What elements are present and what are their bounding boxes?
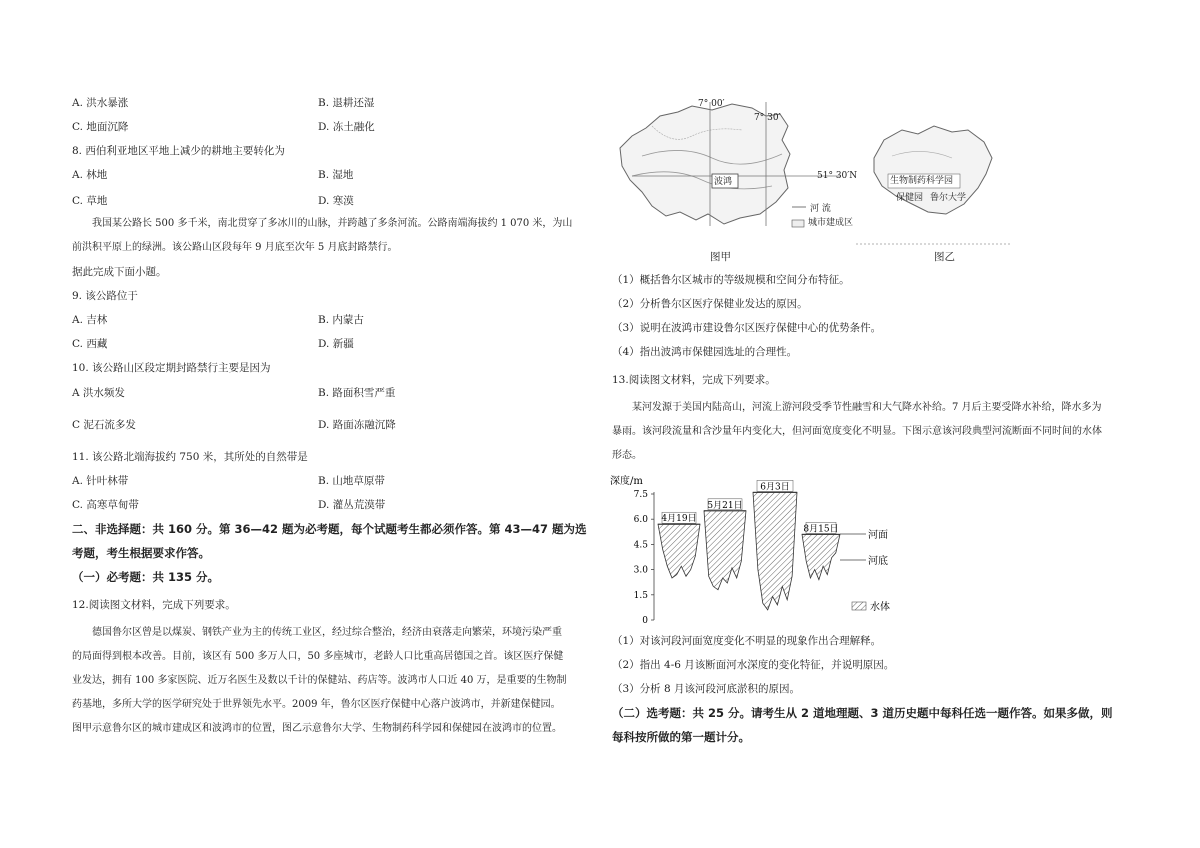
surface-label: 河面 <box>868 530 888 541</box>
q13-question-1: （1）对该河段河面宽度变化不明显的现象作出合理解释。 <box>612 635 882 647</box>
q9-option-c: C. 西藏 <box>72 338 108 350</box>
q13-passage-3: 形态。 <box>612 450 642 461</box>
q12-passage-4: 药基地，多所大学的医学研究处于世界领先水平。2009 年，鲁尔区医疗保健中心落户波鸿市，并新建保健园。 <box>72 699 561 710</box>
y-ticks <box>634 490 654 626</box>
water-profile-4 <box>802 534 840 579</box>
lat-label: 51° 30′N <box>817 171 858 181</box>
passage-road-2: 前洪积平原上的绿洲。该公路山区段每年 9 月底至次年 5 月底封路禁行。 <box>72 242 398 253</box>
passage-road-1: 我国某公路长 500 多千米，南北贯穿了多冰川的山脉，并跨越了多条河流。公路南端海拔约 1 070 米，为山 <box>92 218 573 229</box>
water-profile-3 <box>753 492 797 610</box>
q7-option-a: A. 洪水暴涨 <box>72 97 129 109</box>
city-label-bochum: 波鸿 <box>714 177 733 187</box>
date-label: 4月19日 <box>661 514 697 525</box>
river-profiles <box>658 480 840 610</box>
q7-option-d: D. 冻土融化 <box>318 121 375 133</box>
river-depth-chart <box>608 472 908 628</box>
bottom-label: 河底 <box>868 556 888 567</box>
date-label: 6月3日 <box>760 482 790 493</box>
q12-passage-5: 图甲示意鲁尔区的城市建成区和波鸿市的位置，图乙示意鲁尔大学、生物制药科学园和保健园在波鸿市的位置。 <box>72 723 562 734</box>
place-label-biopark: 生物制药科学园 <box>890 176 954 186</box>
q12-passage-1: 德国鲁尔区曾是以煤炭、钢铁产业为主的传统工业区，经过综合整治，经济由衰落走向繁荣，环境污染严重 <box>92 627 562 638</box>
y-tick-label: 4.5 <box>633 540 648 551</box>
q10-stem: 10. 该公路山区段定期封路禁行主要是因为 <box>72 362 271 374</box>
water-profile-1 <box>658 524 700 578</box>
q7-option-c: C. 地面沉降 <box>72 121 129 133</box>
q11-stem: 11. 该公路北端海拔约 750 米，其所处的自然带是 <box>72 451 308 463</box>
lon-label-2: 7° 30′ <box>754 113 781 123</box>
y-tick-label: 3.0 <box>633 565 648 576</box>
water-profile-2 <box>704 511 746 590</box>
q12-passage-3: 业发达，拥有 100 多家医院、近万名医生及数以千计的保健站、药店等。波鸿市人口近 40 万，是重要的生物制 <box>72 675 567 686</box>
q13-question-3: （3）分析 8 月该河段河底淤积的原因。 <box>612 683 801 695</box>
q11-option-c: C. 高寒草甸带 <box>72 499 139 511</box>
q11-option-b: B. 山地草原带 <box>318 475 385 487</box>
legend-water-swatch <box>852 602 866 610</box>
date-label: 5月21日 <box>707 500 743 511</box>
figure-b-caption: 图乙 <box>934 251 955 263</box>
y-axis-label: 深度/m <box>610 476 643 487</box>
q10-option-a: A 洪水频发 <box>72 387 125 399</box>
q12-question-1: （1）概括鲁尔区城市的等级规模和空间分布特征。 <box>612 274 850 286</box>
figure-a-caption: 图甲 <box>710 251 731 263</box>
passage-road-3: 据此完成下面小题。 <box>72 266 167 278</box>
legend-urban-label: 城市建成区 <box>808 218 854 228</box>
q11-option-a: A. 针叶林带 <box>72 475 129 487</box>
y-tick-label: 1.5 <box>633 590 648 601</box>
legend-water-label: 水体 <box>870 602 890 613</box>
q9-option-a: A. 吉林 <box>72 314 108 326</box>
section2-heading-2: 考题，考生根据要求作答。 <box>72 546 210 560</box>
q10-option-c: C 泥石流多发 <box>72 419 136 431</box>
legend-urban-swatch <box>792 220 804 227</box>
date-label: 8月15日 <box>803 524 839 535</box>
q8-option-a: A. 林地 <box>72 169 108 181</box>
q12-question-3: （3）说明在波鸿市建设鲁尔区医疗保健中心的优势条件。 <box>612 322 882 334</box>
y-tick-label: 7.5 <box>633 490 648 500</box>
q8-option-b: B. 湿地 <box>318 169 354 181</box>
q13-title: 13.阅读图文材料，完成下列要求。 <box>612 374 776 386</box>
q12-passage-2: 的局面得到根本改善。目前，该区有 500 多万人口，50 多座城市，老龄人口比重高居德国之首。该区医疗保健 <box>72 651 564 662</box>
q9-option-b: B. 内蒙古 <box>318 314 364 326</box>
q10-option-d: D. 路面冻融沉降 <box>318 419 396 431</box>
section-optional-2: 每科按所做的第一题计分。 <box>612 730 750 744</box>
q11-option-d: D. 灌丛荒漠带 <box>318 499 386 511</box>
section2-heading-1: 二、非选择题：共 160 分。第 36—42 题为必考题，每个试题考生都必须作答。第 43—47 题为选 <box>72 522 587 536</box>
q13-passage-2: 暴雨。该河段流量和含沙量年内变化大，但河面宽度变化不明显。下图示意该河段典型河流断面不同时间的水体 <box>612 426 1102 437</box>
q9-stem: 9. 该公路位于 <box>72 290 138 302</box>
q12-question-2: （2）分析鲁尔区医疗保健业发达的原因。 <box>612 298 808 310</box>
y-tick-label: 0 <box>642 616 648 626</box>
lon-label-1: 7° 00′ <box>698 99 725 109</box>
place-label-health-park: 保健园 <box>896 193 924 203</box>
q13-passage-1: 某河发源于美国内陆高山，河流上游河段受季节性融雪和大气降水补给。7 月后主要受降水补给，降水多为 <box>632 402 1102 413</box>
q9-option-d: D. 新疆 <box>318 338 354 350</box>
q8-option-d: D. 寒漠 <box>318 195 354 207</box>
q12-question-4: （4）指出波鸿市保健园选址的合理性。 <box>612 346 798 358</box>
section-optional-1: （二）选考题：共 25 分。请考生从 2 道地理题、3 道历史题中每科任选一题作答。如果多做，则 <box>612 706 1113 720</box>
q10-option-b: B. 路面积雪严重 <box>318 387 396 399</box>
q13-question-2: （2）指出 4-6 月该断面河水深度的变化特征，并说明原因。 <box>612 659 895 671</box>
legend-river-label: 河 流 <box>810 204 831 214</box>
q12-title: 12.阅读图文材料，完成下列要求。 <box>72 599 236 611</box>
q7-option-b: B. 退耕还湿 <box>318 97 375 109</box>
place-label-university: 鲁尔大学 <box>930 193 967 203</box>
section2-required: （一）必考题：共 135 分。 <box>72 570 220 584</box>
y-tick-label: 6.0 <box>633 515 648 526</box>
q8-option-c: C. 草地 <box>72 195 108 207</box>
q8-stem: 8. 西伯利亚地区平地上减少的耕地主要转化为 <box>72 145 285 157</box>
